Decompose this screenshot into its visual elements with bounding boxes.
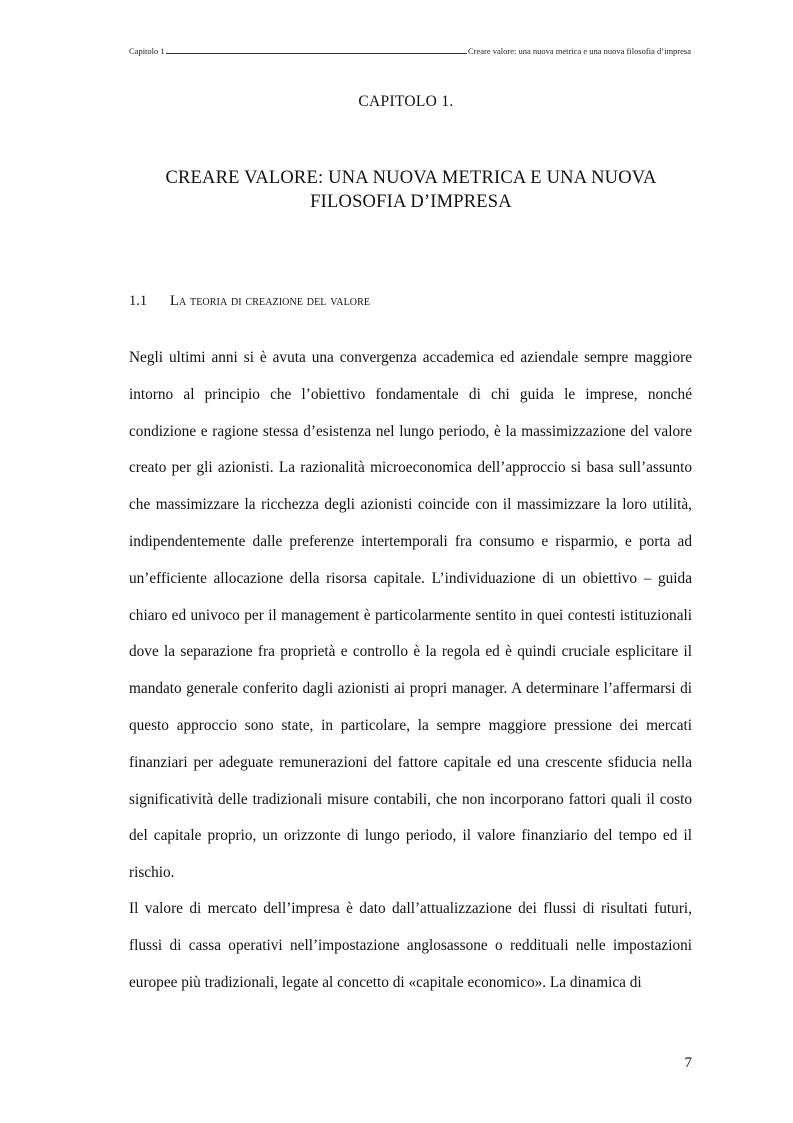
body-paragraph: Negli ultimi anni si è avuta una convergenza accademica ed aziendale sempre maggiore intorno al principio che l’obiettivo fondamentale di chi guida le imprese, nonché condizione e ragione stessa d’esistenza nel lungo periodo, è la massimizzazione del valore creato per gli azionisti. La razionalità microeconomica dell’approccio si basa sull’assunto che massimizzare la ricchezza degli azionisti coincide con il massimizzare la loro utilità, indipendentemente dalle preferenze intertemporali fra consumo e risparmio, e porta ad un’efficiente allocazione della risorsa capitale. L’individuazione di un obiettivo – guida chiaro ed univoco per il management è particolarmente sentito in quei contesti istituzionali dove la separazione fra proprietà e controllo è la regola ed è quindi cruciale esplicitare il mandato generale conferito dagli azionisti ai propri manager. A determinare l’affermarsi di questo approccio sono state, in particolare, la sempre maggiore pressione dei mercati finanziari per adeguate remunerazioni del fattore capitale ed una crescente sfiducia nella significatività delle tradizionali misure contabili, che non incorporano fattori quali il costo del capitale proprio, un orizzonte di lungo periodo, il valore finanziario del tempo ed il rischio. [129, 349, 692, 882]
chapter-title [130, 166, 692, 214]
header-chapter-title: Creare valore: una nuova metrica e una nuova filosofia d’impresa [467, 46, 691, 56]
page-number: 7 [684, 1055, 692, 1071]
body-paragraph: Il valore di mercato dell’impresa è dato dall’attualizzazione dei flussi di risultati futuri, flussi di cassa operativi nell’impostazione anglosassone o reddituali nelle impostazioni europee più tradizionali, legate al concetto di «capitale economico». La dinamica di [129, 900, 692, 991]
section-number: 1.1 [129, 293, 148, 309]
section-title: La teoria di creazione del valore [170, 293, 371, 309]
header-rule [166, 53, 467, 54]
chapter-title-line-1: CREARE VALORE: UNA NUOVA METRICA E UNA NUOVA [165, 168, 657, 188]
chapter-label: CAPITOLO 1. [358, 93, 454, 110]
running-header [129, 46, 691, 56]
chapter-title-line-2: FILOSOFIA D’IMPRESA [310, 192, 512, 212]
header-chapter: Capitolo 1 [129, 46, 165, 56]
section-heading [129, 293, 691, 310]
